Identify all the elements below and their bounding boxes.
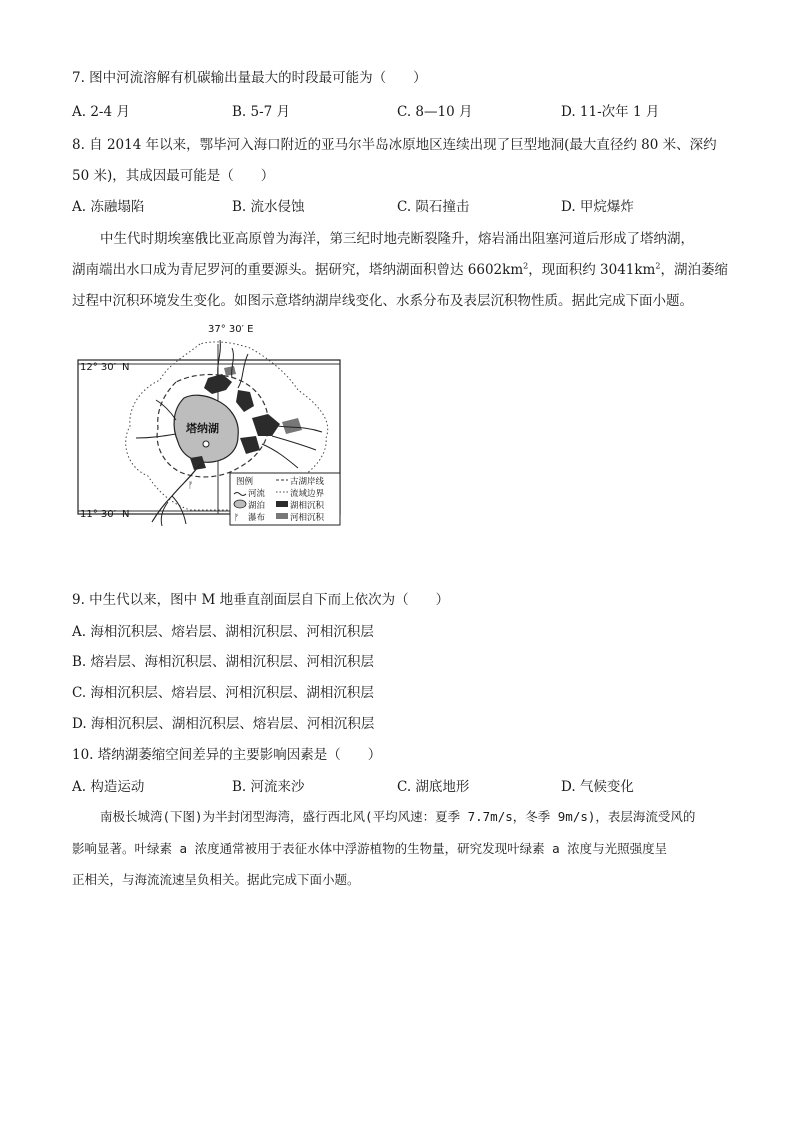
question-8-option-b[interactable]: B. 流水侵蚀	[232, 199, 305, 215]
question-7-option-d[interactable]: D. 11-次年 1 月	[561, 104, 660, 120]
lake-name-label: 塔纳湖	[186, 422, 219, 435]
question-9-stem: 9. 中生代以来，图中 M 地垂直剖面层自下而上依次为（ ）	[72, 592, 450, 608]
north-label-bottom: N	[122, 509, 130, 520]
question-10-option-b[interactable]: B. 河流来沙	[232, 779, 305, 795]
longitude-label: 37° 30′ E	[208, 324, 254, 335]
map-legend	[230, 473, 340, 525]
fluvial-deposit	[224, 366, 236, 376]
legend-lake-symbol	[234, 500, 246, 508]
river	[172, 496, 186, 524]
blue-nile-outflow	[152, 464, 200, 522]
question-10-option-d[interactable]: D. 气候变化	[561, 779, 634, 795]
question-9-option-a[interactable]: A. 海相沉积层、熔岩层、湖相沉积层、河相沉积层	[72, 624, 374, 640]
superscript-2: 2	[523, 261, 529, 271]
river	[238, 354, 248, 388]
lacustrine-deposit	[236, 390, 254, 412]
legend-fluvial-symbol	[276, 513, 288, 519]
question-8-stem-line1: 8. 自 2014 年以来，鄂毕河入海口附近的亚马尔半岛冰原地区连续出现了巨型地洞(最大直径约 80 米、深约	[72, 137, 717, 153]
waterfall-symbol: ᚠ	[188, 481, 194, 491]
question-9-option-d[interactable]: D. 海相沉积层、湖相沉积层、熔岩层、河相沉积层	[72, 716, 375, 732]
question-8-stem-line2: 50 米)，其成因最可能是（ ）	[72, 168, 275, 184]
legend-lake: 湖泊	[248, 501, 266, 511]
question-10-option-c[interactable]: C. 湖底地形	[397, 779, 470, 795]
legend-paleo-shoreline: 古湖岸线	[290, 477, 325, 487]
superscript-2: 2	[655, 261, 661, 271]
legend-waterfall-symbol: ᚠ	[234, 513, 240, 523]
passage-2-line-1: 南极长城湾(下图)为半封闭型海湾，盛行西北风(平均风速：夏季 7.7m/s，冬季 9m/s)，表层海流受风的	[100, 809, 696, 824]
question-9-option-b[interactable]: B. 熔岩层、海相沉积层、湖相沉积层、河相沉积层	[72, 654, 375, 670]
question-9-option-c[interactable]: C. 海相沉积层、熔岩层、河相沉积层、湖相沉积层	[72, 685, 374, 701]
river	[272, 436, 316, 450]
question-7-option-a[interactable]: A. 2-4 月	[72, 104, 130, 120]
latitude-label-bottom: 11° 30′	[80, 509, 116, 520]
question-8-option-a[interactable]: A. 冻融塌陷	[72, 199, 145, 215]
legend-river: 河流	[248, 489, 266, 499]
legend-basin-boundary: 流域边界	[290, 489, 325, 499]
fluvial-deposit	[282, 418, 302, 434]
lacustrine-deposit	[240, 436, 260, 454]
question-7-stem: 7. 图中河流溶解有机碳输出量最大的时段最可能为（ ）	[72, 70, 427, 86]
lake-center-marker	[203, 441, 209, 447]
legend-title: 图例	[236, 477, 254, 487]
passage-2-line-2: 影响显著。叶绿素 a 浓度通常被用于表征水体中浮游植物的生物量，研究发现叶绿素 a 浓度与光照强度呈	[72, 841, 668, 856]
passage-1-line-2	[72, 258, 728, 278]
question-10-stem: 10. 塔纳湖萎缩空间差异的主要影响因素是（ ）	[72, 747, 382, 763]
passage-1-line-2a: 湖南端出水口成为青尼罗河的重要源头。据研究，塔纳湖面积曾达 6602km	[72, 262, 524, 278]
north-label-top: N	[122, 362, 130, 373]
passage-1-line-3: 过程中沉积环境发生变化。如图示意塔纳湖岸线变化、水系分布及表层沉积物性质。据此完成下面小题。	[72, 293, 693, 309]
question-7-option-c[interactable]: C. 8—10 月	[397, 104, 473, 120]
passage-1-line-2b: ，现面积约 3041km	[528, 262, 656, 278]
legend-fluvial: 河相沉积	[290, 513, 325, 523]
question-10-option-a[interactable]: A. 构造运动	[72, 779, 145, 795]
river	[262, 444, 298, 468]
legend-lacustrine: 湖相沉积	[290, 501, 325, 511]
question-8-option-c[interactable]: C. 陨石撞击	[397, 199, 470, 215]
map-svg	[72, 318, 344, 526]
tana-lake-map	[72, 318, 344, 526]
passage-1-line-2c: ，湖泊萎缩	[660, 262, 728, 278]
legend-waterfall: 瀑布	[248, 513, 266, 523]
passage-1-line-1: 中生代时期埃塞俄比亚高原曾为海洋，第三纪时地壳断裂隆升，熔岩涌出阻塞河道后形成了塔纳湖，	[100, 231, 694, 247]
river	[136, 434, 176, 438]
passage-2-line-3: 正相关，与海流流速呈负相关。据此完成下面小题。	[72, 872, 360, 887]
legend-lacustrine-symbol	[276, 501, 288, 507]
lacustrine-deposit	[252, 414, 280, 436]
question-7-option-b[interactable]: B. 5-7 月	[232, 104, 291, 120]
latitude-label-top: 12° 30′	[80, 362, 116, 373]
question-8-option-d[interactable]: D. 甲烷爆炸	[561, 199, 634, 215]
